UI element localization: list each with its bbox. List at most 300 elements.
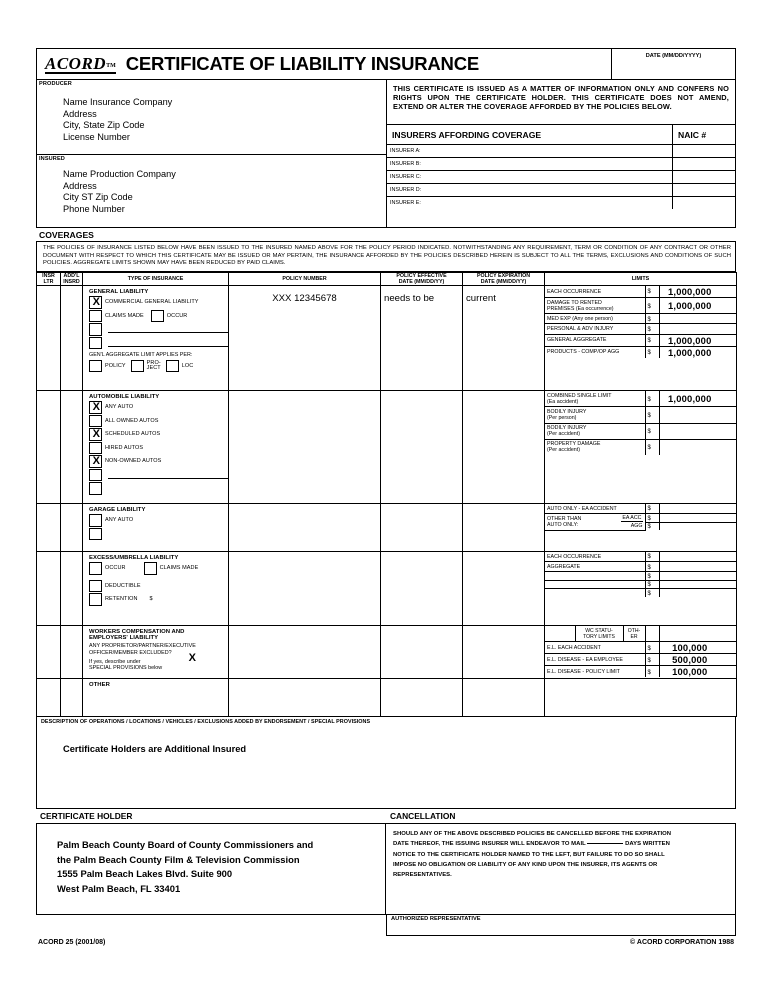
garage-type-cell bbox=[83, 504, 229, 552]
wc-statutory-limits bbox=[575, 626, 623, 642]
insurer-row[interactable] bbox=[387, 145, 735, 158]
auto-limits-cell bbox=[545, 391, 737, 504]
wc-limit-value-1[interactable]: 500,000 bbox=[659, 654, 736, 666]
wc-statutory-l2: TORY LIMITS bbox=[583, 633, 615, 640]
coverages-table bbox=[36, 272, 737, 717]
excess-retention-checkbox[interactable] bbox=[89, 593, 102, 606]
cancellation-line-3: NOTICE TO THE CERTIFICATE HOLDER NAMED TO THE LEFT, BUT FAILURE TO DO SO SHALL bbox=[393, 851, 665, 858]
gl-aggregate-note: GEN'L AGGREGATE LIMIT APPLIES PER: bbox=[89, 352, 193, 359]
gl-limits-table bbox=[545, 286, 736, 357]
bottom-boxes bbox=[36, 823, 736, 936]
col-policy-effective bbox=[381, 272, 463, 285]
cancellation-days-blank[interactable] bbox=[587, 843, 623, 844]
wc-limit-row bbox=[545, 666, 736, 678]
garage-heading: GARAGE LIABILITY bbox=[89, 507, 146, 514]
wc-policy-number-cell[interactable] bbox=[229, 626, 381, 679]
gl-heading: GENERAL LIABILITY bbox=[89, 289, 149, 296]
cancellation-line-2b: DAYS WRITTEN bbox=[625, 841, 670, 848]
gl-effective-date: needs to be bbox=[384, 293, 435, 305]
gl-commercial-label: COMMERCIAL GENERAL LIABILITY bbox=[105, 299, 199, 306]
insurer-b-naic[interactable] bbox=[673, 158, 735, 170]
cancellation-box bbox=[386, 823, 736, 915]
excess-limit-label-0: EACH OCCURRENCE bbox=[545, 552, 645, 562]
gl-limit-label-4: GENERAL AGGREGATE bbox=[545, 334, 645, 346]
auto-all-owned-checkbox[interactable] bbox=[89, 415, 102, 428]
gl-limit-value-3[interactable] bbox=[659, 324, 736, 334]
garage-addl-insrd[interactable] bbox=[61, 504, 83, 552]
wc-expiration-date-cell[interactable] bbox=[463, 626, 545, 679]
wc-limit-dollar-2: $ bbox=[645, 666, 659, 678]
cancellation-area bbox=[386, 823, 736, 936]
row-other bbox=[37, 679, 737, 717]
form-header bbox=[36, 48, 736, 80]
garage-limit-label-1-l1: OTHER THAN bbox=[547, 515, 582, 522]
insurer-row[interactable] bbox=[387, 171, 735, 184]
col-addl-insrd bbox=[61, 272, 83, 285]
gl-policy-number: XXX 12345678 bbox=[272, 293, 337, 305]
garage-limit-row bbox=[545, 514, 736, 523]
authorized-representative-label: AUTHORIZED REPRESENTATIVE bbox=[391, 916, 481, 923]
row-automobile-liability bbox=[37, 391, 737, 504]
insured-label: INSURED bbox=[39, 156, 65, 162]
col-limits: LIMITS bbox=[545, 272, 737, 285]
garage-limits-cell bbox=[545, 504, 737, 552]
gl-limit-row bbox=[545, 346, 736, 358]
col-policy-number: POLICY NUMBER bbox=[229, 272, 381, 285]
gl-effective-date-cell[interactable] bbox=[381, 286, 463, 391]
excess-limit-dollar-1: $ bbox=[645, 562, 659, 572]
gl-limit-value-2[interactable] bbox=[659, 314, 736, 324]
description-label: DESCRIPTION OF OPERATIONS / LOCATIONS / VEHICLES / EXCLUSIONS ADDED BY ENDORSEMENT / SPECIAL PROVISIONS bbox=[41, 719, 371, 726]
gl-limit-label-1-l1: DAMAGE TO RENTED bbox=[547, 299, 602, 306]
auto-heading: AUTOMOBILE LIABILITY bbox=[89, 394, 160, 401]
insured-line-2: Address bbox=[63, 180, 97, 191]
col-insr-ltr-l2: LTR bbox=[43, 278, 54, 285]
cancellation-heading-area bbox=[386, 809, 736, 823]
auto-blank-line-1[interactable] bbox=[108, 471, 228, 479]
auto-insr-ltr[interactable] bbox=[37, 391, 61, 504]
excess-claims-made-label: CLAIMS MADE bbox=[159, 565, 199, 572]
garage-limit-dollar-1a: $ bbox=[645, 514, 659, 523]
wc-limit-row bbox=[545, 642, 736, 654]
auto-limit-label-1-l2: (Per person) bbox=[547, 414, 577, 421]
gl-limit-dollar-5: $ bbox=[645, 346, 659, 358]
excess-limits-table bbox=[545, 552, 736, 597]
gl-limit-value-0[interactable]: 1,000,000 bbox=[659, 286, 736, 298]
garage-limit-value-1b[interactable] bbox=[659, 522, 736, 530]
other-effective-date-cell[interactable] bbox=[381, 679, 463, 717]
gl-type-cell bbox=[83, 286, 229, 391]
authorized-representative-box[interactable] bbox=[386, 914, 736, 936]
wc-ifyes-l2: SPECIAL PROVISIONS below bbox=[89, 665, 163, 672]
garage-any-auto-label: ANY AUTO bbox=[105, 517, 134, 524]
auto-limit-label-2-l1: BODILY INJURY bbox=[547, 425, 587, 432]
row-excess-umbrella bbox=[37, 552, 737, 626]
wc-other-l2: ER bbox=[630, 633, 638, 640]
certificate-notice bbox=[387, 80, 735, 125]
excess-limit-dollar-0: $ bbox=[645, 552, 659, 562]
wc-other-l1: OTH- bbox=[627, 627, 641, 634]
garage-limit-label-0: AUTO ONLY - EA ACCIDENT bbox=[545, 504, 645, 514]
producer-line-4: License Number bbox=[63, 131, 130, 142]
acord-logo-text: ACORD bbox=[45, 53, 107, 73]
insured-line-3: City ST Zip Code bbox=[63, 192, 133, 203]
auto-limit-row bbox=[545, 423, 736, 439]
gl-limit-value-1[interactable]: 1,000,000 bbox=[659, 298, 736, 314]
certificate-holder-line-4: West Palm Beach, FL 33401 bbox=[57, 882, 181, 894]
producer-box[interactable] bbox=[37, 80, 386, 155]
gl-claims-made-checkbox[interactable] bbox=[89, 310, 102, 323]
wc-effective-date-cell[interactable] bbox=[381, 626, 463, 679]
wc-heading-l2: EMPLOYERS' LIABILITY bbox=[89, 635, 159, 642]
wc-status-row bbox=[545, 626, 736, 642]
wc-limit-label-2: E.L. DISEASE - POLICY LIMIT bbox=[545, 666, 645, 678]
excess-limit-label-2 bbox=[545, 572, 645, 581]
wc-question-l1: ANY PROPRIETOR/PARTNER/EXECUTIVE bbox=[89, 643, 196, 650]
gl-limit-dollar-2: $ bbox=[645, 314, 659, 324]
gl-project-label-l2: JECT bbox=[146, 365, 161, 372]
auto-blank-checkbox-2[interactable] bbox=[89, 482, 102, 495]
auto-scheduled-checkbox[interactable] bbox=[89, 428, 102, 441]
producer-label: PRODUCER bbox=[39, 81, 72, 87]
garage-limit-value-0[interactable] bbox=[659, 504, 736, 514]
excess-policy-number-cell[interactable] bbox=[229, 552, 381, 626]
certificate-notice-text: THIS CERTIFICATE IS ISSUED AS A MATTER OF INFORMATION ONLY AND CONFERS NO RIGHTS UPON THE CERTIFICATE HOLDER. THIS CERTIFICATE DOES NOT AMEND, EXTEND OR ALTER THE COVERAGE AFFORDED BY THE POLICIES BELOW. bbox=[393, 84, 729, 112]
insurer-a-label: INSURER A: bbox=[387, 145, 673, 157]
auto-limit-dollar-1: $ bbox=[645, 407, 659, 423]
insurer-c-naic[interactable] bbox=[673, 171, 735, 183]
excess-retention-label: RETENTION bbox=[105, 596, 138, 603]
insurers-heading-text: INSURERS AFFORDING COVERAGE bbox=[392, 129, 542, 140]
col-insr-ltr-l1: INSR bbox=[42, 272, 55, 279]
gl-project-label bbox=[147, 361, 161, 372]
gl-limit-dollar-3: $ bbox=[645, 324, 659, 334]
cancellation-text bbox=[386, 824, 735, 880]
garage-limit-dollar-1b: $ bbox=[645, 522, 659, 530]
auto-any-auto-checkbox[interactable] bbox=[89, 401, 102, 414]
wc-addl-insrd[interactable] bbox=[61, 626, 83, 679]
gl-limit-label-1 bbox=[545, 298, 645, 314]
excess-limit-dollar-2: $ bbox=[645, 572, 659, 581]
auto-limit-value-1[interactable] bbox=[659, 407, 736, 423]
certificate-holder-box[interactable] bbox=[36, 823, 386, 915]
insurer-d-label: INSURER D: bbox=[387, 184, 673, 196]
description-text: Certificate Holders are Additional Insured bbox=[63, 744, 247, 755]
trademark-mark: TM bbox=[106, 62, 116, 69]
auto-limits-table bbox=[545, 391, 736, 455]
certificate-holder-area bbox=[36, 823, 386, 936]
certificate-holder-address bbox=[57, 838, 313, 896]
gl-blank-checkbox-1[interactable] bbox=[89, 323, 102, 336]
auto-effective-date-cell[interactable] bbox=[381, 391, 463, 504]
wc-status-dollar-spacer bbox=[645, 626, 659, 642]
form-header-title-area bbox=[37, 49, 611, 79]
gl-policy-label: POLICY bbox=[105, 363, 126, 370]
coverages-disclaimer-text: THE POLICIES OF INSURANCE LISTED BELOW HAVE BEEN ISSUED TO THE INSURED NAMED ABOVE FOR THE POLICY PERIOD INDICATED. NOTWITHSTANDING ANY REQUIREMENT, TERM OR CONDITION OF ANY CONTRACT OR OTHER DOCUMENT WITH RESPECT TO WHICH THIS CERTIFICATE MAY BE ISSUED OR MAY PERTAIN, THE INSURANCE AFFORDED BY THE POLICIES DESCRIBED HEREIN IS SUBJECT TO ALL THE TERMS, EXCLUSIONS AND CONDITIONS OF SUCH POLICIES. AGGREGATE LIMITS SHOWN MAY HAVE BEEN REDUCED BY PAID CLAIMS. bbox=[43, 245, 731, 267]
excess-insr-ltr[interactable] bbox=[37, 552, 61, 626]
auto-limit-dollar-0: $ bbox=[645, 391, 659, 407]
form-footer bbox=[36, 936, 736, 946]
insurers-heading-row bbox=[387, 125, 735, 145]
wc-limit-value-2[interactable]: 100,000 bbox=[659, 666, 736, 678]
col-policy-expiration bbox=[463, 272, 545, 285]
other-policy-number-cell[interactable] bbox=[229, 679, 381, 717]
garage-expiration-date-cell[interactable] bbox=[463, 504, 545, 552]
auto-limit-label-3-l2: (Per accident) bbox=[547, 447, 580, 454]
insurer-c-label: INSURER C: bbox=[387, 171, 673, 183]
auto-non-owned-label: NON-OWNED AUTOS bbox=[105, 458, 162, 465]
garage-agg-label: AGG bbox=[630, 522, 643, 529]
date-label: DATE (MM/DD/YYYY) bbox=[645, 53, 702, 59]
auto-limit-row bbox=[545, 407, 736, 423]
wc-insr-ltr[interactable] bbox=[37, 626, 61, 679]
certificate-holder-line-1: Palm Beach County Board of County Commissioners and bbox=[57, 839, 314, 851]
insurer-row[interactable] bbox=[387, 197, 735, 210]
excess-limits-cell bbox=[545, 552, 737, 626]
auto-limit-value-3[interactable] bbox=[659, 439, 736, 455]
auto-limit-label-0 bbox=[545, 391, 645, 407]
excess-limit-label-4 bbox=[545, 589, 645, 597]
certificate-holder-heading-area bbox=[36, 809, 386, 823]
cancellation-line-5: REPRESENTATIVES. bbox=[393, 872, 452, 878]
gl-limit-row bbox=[545, 334, 736, 346]
excess-limit-value-1[interactable] bbox=[659, 562, 736, 572]
wc-limit-dollar-0: $ bbox=[645, 642, 659, 654]
gl-claims-made-label: CLAIMS MADE bbox=[105, 312, 144, 319]
garage-policy-number-cell[interactable] bbox=[229, 504, 381, 552]
auto-limit-label-0-l2: (Ea accident) bbox=[547, 398, 579, 405]
date-field[interactable] bbox=[611, 49, 735, 79]
insured-box[interactable] bbox=[37, 155, 386, 227]
excess-limit-value-4[interactable] bbox=[659, 589, 736, 597]
garage-limit-value-1a[interactable] bbox=[659, 514, 736, 523]
insurers-heading-cell bbox=[387, 125, 673, 144]
gl-loc-checkbox[interactable] bbox=[166, 360, 179, 373]
cancellation-label: CANCELLATION bbox=[390, 811, 456, 822]
insurer-e-naic[interactable] bbox=[673, 197, 735, 210]
form-id: ACORD 25 (2001/08) bbox=[38, 939, 106, 947]
other-heading: OTHER bbox=[89, 682, 110, 689]
producer-line-3: City, State Zip Code bbox=[63, 120, 145, 131]
gl-limit-row bbox=[545, 314, 736, 324]
garage-limit-label-1-l2: AUTO ONLY: bbox=[547, 522, 579, 529]
wc-heading-l1: WORKERS COMPENSATION AND bbox=[89, 629, 185, 636]
auto-expiration-date-cell[interactable] bbox=[463, 391, 545, 504]
gl-insr-ltr[interactable] bbox=[37, 286, 61, 391]
producer-line-2: Address bbox=[63, 108, 97, 119]
insurer-b-label: INSURER B: bbox=[387, 158, 673, 170]
garage-blank-checkbox[interactable] bbox=[89, 528, 102, 541]
auto-blank-checkbox-1[interactable] bbox=[89, 469, 102, 482]
auto-limit-label-0-l1: COMBINED SINGLE LIMIT bbox=[547, 392, 612, 399]
gl-addl-insrd[interactable] bbox=[61, 286, 83, 391]
gl-limit-label-1-l2: PREMISES (Ea occurrence) bbox=[547, 305, 614, 312]
coverages-title: COVERAGES bbox=[39, 230, 94, 240]
description-box[interactable] bbox=[36, 717, 736, 809]
other-limits-cell[interactable] bbox=[545, 679, 737, 717]
auto-limit-label-3-l1: PROPERTY DAMAGE bbox=[547, 441, 601, 448]
excess-limit-row bbox=[545, 572, 736, 581]
gl-blank-line-2[interactable] bbox=[108, 339, 228, 347]
wc-limit-row bbox=[545, 654, 736, 666]
auto-limit-value-2[interactable] bbox=[659, 423, 736, 439]
wc-limits-cell bbox=[545, 626, 737, 679]
naic-heading-text: NAIC # bbox=[678, 129, 707, 140]
excess-heading: EXCESS/UMBRELLA LIABILITY bbox=[89, 555, 179, 562]
cancellation-line-4: IMPOSE NO OBLIGATION OR LIABILITY OF ANY KIND UPON THE INSURER, ITS AGENTS OR bbox=[393, 861, 658, 868]
garage-limit-row bbox=[545, 504, 736, 514]
insured-address bbox=[63, 169, 176, 215]
insurer-d-naic[interactable] bbox=[673, 184, 735, 196]
col-exp-l2: DATE (MM/DD/YY) bbox=[480, 278, 527, 285]
auto-type-cell bbox=[83, 391, 229, 504]
auto-limit-label-2-l2: (Per accident) bbox=[547, 431, 580, 438]
gl-policy-checkbox[interactable] bbox=[89, 360, 102, 373]
excess-deductible-label: DEDUCTIBLE bbox=[105, 582, 141, 589]
auto-any-auto-label: ANY AUTO bbox=[105, 404, 134, 411]
excess-expiration-date-cell[interactable] bbox=[463, 552, 545, 626]
cancellation-line-2 bbox=[393, 839, 729, 849]
producer-line-1: Name Insurance Company bbox=[63, 97, 173, 107]
garage-limits-table bbox=[545, 504, 736, 531]
gl-expiration-date-cell[interactable] bbox=[463, 286, 545, 391]
auto-limit-dollar-3: $ bbox=[645, 439, 659, 455]
gl-project-label-l1: PRO- bbox=[146, 359, 161, 366]
wc-statutory-l1: WC STATU- bbox=[585, 627, 613, 634]
auto-limit-row bbox=[545, 439, 736, 455]
excess-limit-label-1: AGGREGATE bbox=[545, 562, 645, 572]
naic-heading-cell bbox=[673, 125, 735, 144]
insurer-row[interactable] bbox=[387, 184, 735, 197]
garage-ea-acc-label: EA ACC bbox=[622, 515, 642, 522]
insurer-row[interactable] bbox=[387, 158, 735, 171]
row-general-liability bbox=[37, 286, 737, 391]
auto-limit-dollar-2: $ bbox=[645, 423, 659, 439]
gl-commercial-checkbox[interactable] bbox=[89, 296, 102, 309]
wc-limit-label-1: E.L. DISEASE - EA EMPLOYEE bbox=[545, 654, 645, 666]
gl-limit-label-2: MED EXP (Any one person) bbox=[545, 314, 645, 324]
gl-limit-dollar-4: $ bbox=[645, 334, 659, 346]
excess-limit-dollar-4: $ bbox=[645, 589, 659, 597]
wc-question-l2: OFFICER/MEMBER EXCLUDED? bbox=[89, 649, 172, 656]
gl-loc-label: LOC bbox=[181, 363, 194, 370]
excess-limit-value-0[interactable] bbox=[659, 552, 736, 562]
col-exp-l1: POLICY EXPIRATION bbox=[476, 272, 531, 279]
gl-policy-number-cell[interactable] bbox=[229, 286, 381, 391]
col-addl-insrd-l2: INSRD bbox=[63, 278, 80, 285]
excess-limit-row bbox=[545, 580, 736, 589]
insured-line-1: Name Production Company bbox=[63, 169, 176, 179]
auto-non-owned-checkbox[interactable] bbox=[89, 455, 102, 468]
garage-effective-date-cell[interactable] bbox=[381, 504, 463, 552]
gl-limit-dollar-1: $ bbox=[645, 298, 659, 314]
gl-occur-label: OCCUR bbox=[166, 312, 188, 319]
auto-limit-label-3 bbox=[545, 439, 645, 455]
excess-limit-row bbox=[545, 562, 736, 572]
acord-logo bbox=[45, 55, 116, 74]
wc-other bbox=[623, 626, 645, 642]
other-addl-insrd[interactable] bbox=[61, 679, 83, 717]
excess-retention-dollar: $ bbox=[149, 596, 153, 603]
other-insr-ltr[interactable] bbox=[37, 679, 61, 717]
col-addl-insrd-l1: ADD'L bbox=[63, 272, 80, 279]
auto-limit-value-0[interactable]: 1,000,000 bbox=[659, 391, 736, 407]
certificate-holder-line-3: 1555 Palm Beach Lakes Blvd. Suite 900 bbox=[57, 868, 233, 880]
certificate-holder-line-2: the Palm Beach County Film & Television Commission bbox=[57, 853, 300, 865]
auto-policy-number-cell[interactable] bbox=[229, 391, 381, 504]
wc-type-cell bbox=[83, 626, 229, 679]
excess-occur-checkbox[interactable] bbox=[89, 562, 102, 575]
gl-limit-dollar-0: $ bbox=[645, 286, 659, 298]
page-title: CERTIFICATE OF LIABILITY INSURANCE bbox=[125, 53, 480, 74]
gl-blank-line-1[interactable] bbox=[108, 325, 228, 333]
garage-limit-label-1 bbox=[545, 514, 645, 531]
insurer-a-naic[interactable] bbox=[673, 145, 735, 157]
coverages-table-header bbox=[37, 272, 737, 285]
garage-limit-dollar-0: $ bbox=[645, 504, 659, 514]
copyright: © ACORD CORPORATION 1988 bbox=[630, 939, 734, 947]
auto-limit-label-1-l1: BODILY INJURY bbox=[547, 408, 587, 415]
wc-limit-dollar-1: $ bbox=[645, 654, 659, 666]
wc-limits-table bbox=[545, 626, 736, 677]
garage-insr-ltr[interactable] bbox=[37, 504, 61, 552]
acord-form bbox=[36, 48, 736, 946]
certificate-holder-label: CERTIFICATE HOLDER bbox=[40, 811, 133, 822]
row-workers-compensation bbox=[37, 626, 737, 679]
auto-limit-row bbox=[545, 391, 736, 407]
wc-status-spacer bbox=[545, 626, 575, 642]
gl-occur-checkbox[interactable] bbox=[151, 310, 164, 323]
gl-expiration-date: current bbox=[466, 293, 496, 305]
excess-limit-value-3[interactable] bbox=[659, 580, 736, 589]
excess-type-cell bbox=[83, 552, 229, 626]
other-type-cell[interactable] bbox=[83, 679, 229, 717]
excess-effective-date-cell[interactable] bbox=[381, 552, 463, 626]
col-insr-ltr bbox=[37, 272, 61, 285]
wc-ifyes-l1: If yes, describe under bbox=[89, 658, 141, 665]
excess-limit-value-2[interactable] bbox=[659, 572, 736, 581]
auto-hired-label: HIRED AUTOS bbox=[105, 444, 144, 451]
auto-hired-checkbox[interactable] bbox=[89, 442, 102, 455]
excess-addl-insrd[interactable] bbox=[61, 552, 83, 626]
gl-limit-value-5[interactable]: 1,000,000 bbox=[659, 346, 736, 358]
coverages-disclaimer bbox=[36, 241, 736, 272]
excess-occur-label: OCCUR bbox=[105, 565, 126, 572]
wc-limit-label-0: E.L. EACH ACCIDENT bbox=[545, 642, 645, 654]
auto-addl-insrd[interactable] bbox=[61, 391, 83, 504]
gl-limit-label-5: PRODUCTS - COMP/OP AGG bbox=[545, 346, 645, 358]
gl-blank-checkbox-2[interactable] bbox=[89, 337, 102, 350]
gl-limit-row bbox=[545, 286, 736, 298]
garage-any-auto-checkbox[interactable] bbox=[89, 514, 102, 527]
excess-limit-row bbox=[545, 552, 736, 562]
wc-status-value-spacer bbox=[659, 626, 736, 642]
gl-project-checkbox[interactable] bbox=[131, 360, 144, 373]
auto-scheduled-label: SCHEDULED AUTOS bbox=[105, 431, 161, 438]
auto-limit-label-2 bbox=[545, 423, 645, 439]
producer-insured-right bbox=[387, 80, 735, 227]
gl-limit-label-3: PERSONAL & ADV INJURY bbox=[545, 324, 645, 334]
excess-deductible-checkbox[interactable] bbox=[89, 580, 102, 593]
wc-limit-value-0[interactable]: 100,000 bbox=[659, 642, 736, 654]
other-expiration-date-cell[interactable] bbox=[463, 679, 545, 717]
insurer-e-label: INSURER E: bbox=[387, 197, 673, 210]
gl-limit-value-4[interactable]: 1,000,000 bbox=[659, 334, 736, 346]
wc-exclusion-mark[interactable]: X bbox=[188, 652, 196, 665]
excess-claims-made-checkbox[interactable] bbox=[144, 562, 157, 575]
auto-limit-label-1 bbox=[545, 407, 645, 423]
col-eff-l2: DATE (MM/DD/YY) bbox=[398, 278, 445, 285]
